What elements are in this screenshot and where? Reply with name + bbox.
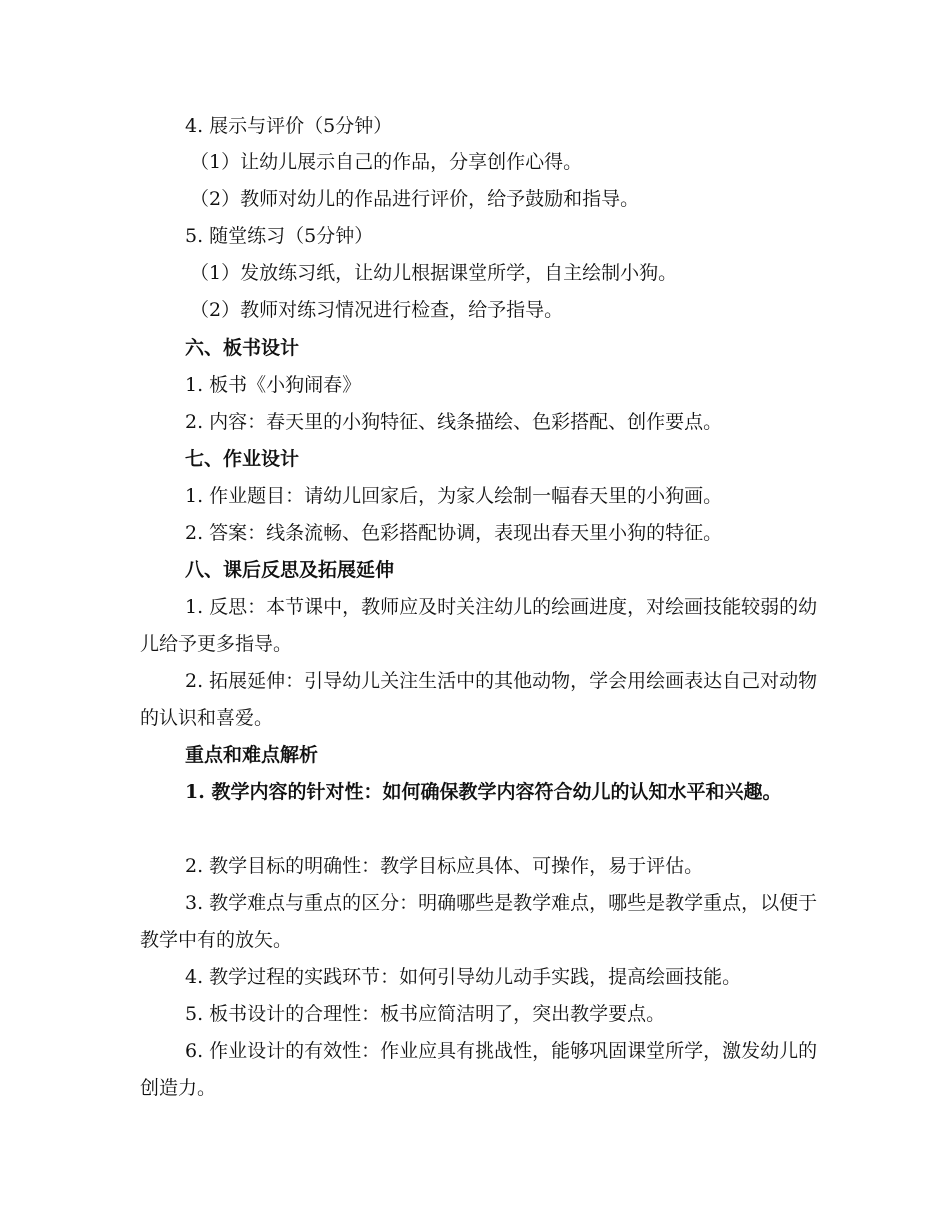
analysis-item-5: 5. 板书设计的合理性：板书应简洁明了，突出教学要点。	[185, 1003, 666, 1025]
step-4-item-1: （1）让幼儿展示自己的作品，分享创作心得。	[190, 151, 583, 173]
analysis-item-3: 3. 教学难点与重点的区分：明确哪些是教学难点，哪些是教学重点，以便于教学中有的放矢。	[140, 892, 818, 951]
section-6-item-1: 1. 板书《小狗闹春》	[185, 374, 362, 396]
step-5-item-1: （1）发放练习纸，让幼儿根据课堂所学，自主绘制小狗。	[190, 262, 678, 284]
analysis-item-1: 1. 教学内容的针对性：如何确保教学内容符合幼儿的认知水平和兴趣。	[185, 781, 782, 803]
analysis-item-2: 2. 教学目标的明确性：教学目标应具体、可操作，易于评估。	[185, 855, 704, 877]
section-6-item-2: 2. 内容：春天里的小狗特征、线条描绘、色彩搭配、创作要点。	[185, 411, 723, 433]
analysis-item-4: 4. 教学过程的实践环节：如何引导幼儿动手实践，提高绘画技能。	[185, 966, 742, 988]
section-7-item-1: 1. 作业题目：请幼儿回家后，为家人绘制一幅春天里的小狗画。	[185, 485, 723, 507]
section-7-heading: 七、作业设计	[185, 448, 300, 470]
section-8-item-1: 1. 反思：本节课中，教师应及时关注幼儿的绘画进度，对绘画技能较弱的幼儿给予更多指导。	[140, 596, 818, 655]
step-4-item-2: （2）教师对幼儿的作品进行评价，给予鼓励和指导。	[190, 188, 640, 210]
section-6-heading: 六、板书设计	[185, 337, 300, 359]
analysis-heading: 重点和难点解析	[185, 744, 319, 766]
step-4-heading: 4. 展示与评价（5分钟）	[185, 115, 393, 137]
analysis-item-6: 6. 作业设计的有效性：作业应具有挑战性，能够巩固课堂所学，激发幼儿的创造力。	[140, 1040, 818, 1099]
section-8-item-2: 2. 拓展延伸：引导幼儿关注生活中的其他动物，学会用绘画表达自己对动物的认识和喜爱。	[140, 670, 818, 729]
step-5-item-2: （2）教师对练习情况进行检查，给予指导。	[190, 299, 564, 321]
step-5-heading: 5. 随堂练习（5分钟）	[185, 225, 374, 247]
section-7-item-2: 2. 答案：线条流畅、色彩搭配协调，表现出春天里小狗的特征。	[185, 522, 723, 544]
section-8-heading: 八、课后反思及拓展延伸	[185, 559, 395, 581]
